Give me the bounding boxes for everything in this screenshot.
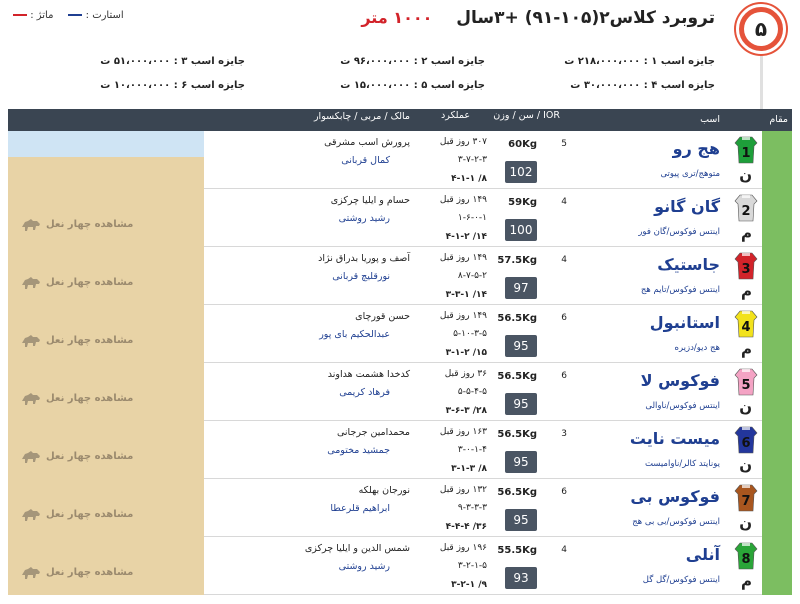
horse-weight: 56.5Kg: [497, 429, 537, 440]
horse-name[interactable]: گان گانو: [654, 197, 720, 216]
horse-age: 4: [561, 545, 567, 555]
table-row[interactable]: [8, 421, 792, 479]
view-gallop-link[interactable]: مشاهده چهار نعل: [46, 451, 134, 462]
trainer[interactable]: رشید روشتی: [338, 213, 390, 224]
view-gallop-link[interactable]: مشاهده چهار نعل: [46, 509, 134, 520]
horse-age: 3: [561, 429, 567, 439]
table-row[interactable]: [8, 537, 792, 595]
horse-age: 6: [561, 487, 567, 497]
owner: حسن قورچای: [355, 311, 410, 322]
horse-sex: ن: [739, 166, 752, 184]
view-gallop-link[interactable]: مشاهده چهار نعل: [46, 335, 134, 346]
recent-form: ۲۸/ ۳-۶-۳: [445, 406, 487, 416]
saddle-number: 6: [741, 436, 751, 451]
last-run: ۳۰۷ روز قبل: [439, 137, 487, 147]
prize-1: جایزه اسب ۱ : ۲۱۸،۰۰۰،۰۰۰ ت: [564, 56, 715, 67]
last-run: ۱۶۳ روز قبل: [439, 427, 487, 437]
view-gallop-link[interactable]: مشاهده چهار نعل: [46, 567, 134, 578]
legend: [10, 10, 124, 21]
trainer[interactable]: فرهاد کریمی: [339, 387, 390, 398]
trainer[interactable]: رشید روشتی: [338, 561, 390, 572]
horse-weight: 55.5Kg: [497, 545, 537, 556]
horse-icon: [20, 391, 42, 407]
shoe-cell: [8, 247, 204, 305]
horse-sex: ن: [739, 456, 752, 474]
ior-rating: 95: [505, 335, 537, 357]
trainer[interactable]: کمال قربانی: [341, 155, 390, 166]
horse-icon: [20, 565, 42, 581]
race-title: [361, 8, 715, 28]
header-owner-trainer-jockey: مالک / مربی / چابکسوار: [313, 111, 410, 122]
owner: محمدامین جرجانی: [337, 427, 410, 438]
horse-age: 4: [561, 197, 567, 207]
saddle-number: 3: [741, 262, 751, 277]
header-age-weight-ior: سن / وزن / IOR: [493, 110, 560, 121]
saddle-number: 2: [741, 204, 751, 219]
ior-rating: 95: [505, 393, 537, 415]
finish-dash-icon: [13, 14, 27, 16]
recent-form: ۱۵/ ۳-۱-۲: [445, 348, 487, 358]
rank-cell: [762, 479, 792, 537]
horse-name[interactable]: جاستیک: [657, 255, 720, 274]
horse-sex: م: [741, 224, 752, 242]
record: ۳-۰-۱-۴: [457, 445, 487, 455]
horse-weight: 56.5Kg: [497, 371, 537, 382]
last-run: ۳۶ روز قبل: [444, 369, 487, 379]
race-distance: ۱۰۰۰ متر: [361, 8, 433, 27]
record: ۵-۱۰-۳-۵: [453, 329, 487, 339]
prize-5: جایزه اسب ۵ : ۱۵،۰۰۰،۰۰۰ ت: [340, 80, 485, 91]
legend-start: استارت :: [65, 10, 123, 21]
horse-name[interactable]: استانبول: [649, 313, 720, 332]
last-run: ۱۴۹ روز قبل: [439, 253, 487, 263]
jockey-silk-icon: [734, 425, 758, 455]
horse-sex: ن: [739, 398, 752, 416]
horse-age: 5: [561, 139, 567, 149]
horse-name[interactable]: فوکوس بی: [630, 487, 720, 506]
header-horse: اسب: [700, 114, 720, 125]
table-header: [8, 109, 792, 131]
shoe-cell: [8, 131, 204, 189]
horse-icon: [20, 217, 42, 233]
race-number-badge: [736, 4, 786, 54]
recent-form: ۱۴/ ۴-۱-۲: [445, 232, 487, 242]
rank-cell: [762, 421, 792, 479]
trainer[interactable]: ابراهیم قلرعطا: [330, 503, 390, 514]
last-run: ۱۳۲ روز قبل: [439, 485, 487, 495]
rank-cell: [762, 189, 792, 247]
horse-weight: 56.5Kg: [497, 313, 537, 324]
recent-form: ۱۴/ ۳-۳-۱: [445, 290, 487, 300]
race-badge-stem: [760, 56, 763, 110]
horse-name[interactable]: هج رو: [672, 139, 720, 158]
horse-name[interactable]: فوکوس لا: [640, 371, 720, 390]
horse-icon: [20, 275, 42, 291]
horse-pedigree: اینتس فوکوس/ناوالی: [645, 401, 720, 411]
saddle-number: 5: [741, 378, 751, 393]
prize-2: جایزه اسب ۲ : ۹۶،۰۰۰،۰۰۰ ت: [340, 56, 485, 67]
table-row[interactable]: [8, 479, 792, 537]
horse-sex: م: [741, 340, 752, 358]
shoe-cell: [8, 479, 204, 537]
shoe-cell: [8, 363, 204, 421]
recent-form: ۹/ ۳-۲-۱: [451, 580, 487, 590]
owner: کدخدا هشمت هداوند: [327, 369, 410, 380]
ior-rating: 100: [505, 219, 537, 241]
horse-icon: [20, 507, 42, 523]
record: ۸-۷-۵-۲: [457, 271, 487, 281]
table-row[interactable]: [8, 189, 792, 247]
horse-sex: م: [741, 282, 752, 300]
horse-weight: 60Kg: [508, 139, 537, 150]
horse-pedigree: اینتس فوکوس/بی بی هج: [632, 517, 720, 527]
record: ۳-۲-۱-۵: [457, 561, 487, 571]
horse-pedigree: یونایتد کالر/ناوامیست: [644, 459, 720, 469]
trainer[interactable]: جمشید مختومی: [327, 445, 390, 456]
record: ۵-۵-۴-۵: [457, 387, 487, 397]
prize-6: جایزه اسب ۶ : ۱۰،۰۰۰،۰۰۰ ت: [100, 80, 245, 91]
horse-pedigree: اینتس فوکوس/تایم هج: [640, 285, 720, 295]
table-row[interactable]: [8, 305, 792, 363]
horse-weight: 59Kg: [508, 197, 537, 208]
owner: نورجان بهلکه: [358, 485, 410, 496]
horse-icon: [20, 449, 42, 465]
rank-cell: [762, 537, 792, 595]
horse-age: 6: [561, 371, 567, 381]
jockey-silk-icon: [734, 483, 758, 513]
horse-pedigree: اینتس فوکوس/گل گل: [642, 575, 720, 585]
shoe-cell: [8, 305, 204, 363]
last-run: ۱۴۹ روز قبل: [439, 311, 487, 321]
rank-cell: [762, 305, 792, 363]
record: ۳-۷-۲-۳: [457, 155, 487, 165]
trainer[interactable]: عبدالحکیم بای پور: [319, 329, 390, 340]
saddle-number: 7: [741, 494, 751, 509]
rank-cell: [762, 363, 792, 421]
horse-pedigree: هج دیو/دزیره: [674, 343, 720, 353]
table-row[interactable]: [8, 247, 792, 305]
owner: شمس الدین و ایلیا چرکزی: [304, 543, 410, 554]
horse-weight: 57.5Kg: [497, 255, 537, 266]
record: ۹-۳-۳-۳: [457, 503, 487, 513]
horse-age: 6: [561, 313, 567, 323]
view-gallop-link[interactable]: مشاهده چهار نعل: [46, 393, 134, 404]
jockey-silk-icon: [734, 135, 758, 165]
owner: حسام و ایلیا چرکزی: [330, 195, 410, 206]
horse-sex: ن: [739, 514, 752, 532]
owner: پرورش اسب مشرقی: [324, 137, 410, 148]
race-class: تروبرد کلاس۲(۱۰۵-۹۱) +۳سال: [456, 8, 715, 28]
start-dash-icon: [68, 14, 82, 16]
table-row[interactable]: [8, 131, 792, 189]
ior-rating: 95: [505, 451, 537, 473]
saddle-number: 4: [741, 320, 751, 335]
recent-form: ۳۶/ ۴-۴-۴: [445, 522, 487, 532]
jockey-silk-icon: [734, 541, 758, 571]
ior-rating: 97: [505, 277, 537, 299]
prize-3: جایزه اسب ۳ : ۵۱،۰۰۰،۰۰۰ ت: [100, 56, 245, 67]
horse-weight: 56.5Kg: [497, 487, 537, 498]
legend-finish: ماتژ :: [10, 10, 53, 21]
rank-cell: [762, 131, 792, 189]
jockey-silk-icon: [734, 193, 758, 223]
shoe-cell: [8, 189, 204, 247]
horse-icon: [20, 333, 42, 349]
jockey-silk-icon: [734, 251, 758, 281]
ior-rating: 102: [505, 161, 537, 183]
ior-rating: 95: [505, 509, 537, 531]
saddle-number: 1: [741, 146, 751, 161]
header-performance: عملکرد: [440, 110, 470, 121]
last-run: ۱۴۹ روز قبل: [439, 195, 487, 205]
horse-pedigree: متوهج/تری پیوتی: [660, 169, 720, 179]
horse-age: 4: [561, 255, 567, 265]
ior-rating: 93: [505, 567, 537, 589]
rank-cell: [762, 247, 792, 305]
view-gallop-link[interactable]: مشاهده چهار نعل: [46, 277, 134, 288]
shoe-cell: [8, 421, 204, 479]
last-run: ۱۹۶ روز قبل: [439, 543, 487, 553]
prize-4: جایزه اسب ۴ : ۳۰،۰۰۰،۰۰۰ ت: [570, 80, 715, 91]
race-number: ۵: [744, 12, 778, 46]
saddle-number: 8: [741, 552, 751, 567]
jockey-silk-icon: [734, 309, 758, 339]
recent-form: ۸/ ۴-۱-۱: [451, 174, 487, 184]
table-row[interactable]: [8, 363, 792, 421]
shoe-cell: [8, 537, 204, 595]
horse-pedigree: اینتس فوکوس/گان فور: [638, 227, 720, 237]
record: ۱-۶-۰-۱: [457, 213, 487, 223]
horse-name[interactable]: آنلی: [685, 545, 720, 564]
horse-sex: م: [741, 572, 752, 590]
jockey-silk-icon: [734, 367, 758, 397]
view-gallop-link[interactable]: مشاهده چهار نعل: [46, 219, 134, 230]
owner: آصف و پوریا بدراق نژاد: [318, 253, 410, 264]
horse-name[interactable]: میست نایت: [629, 429, 720, 448]
recent-form: ۸/ ۳-۱-۳: [451, 464, 487, 474]
trainer[interactable]: نورقلیچ قربانی: [332, 271, 390, 282]
header-rank: مقام: [769, 114, 788, 125]
